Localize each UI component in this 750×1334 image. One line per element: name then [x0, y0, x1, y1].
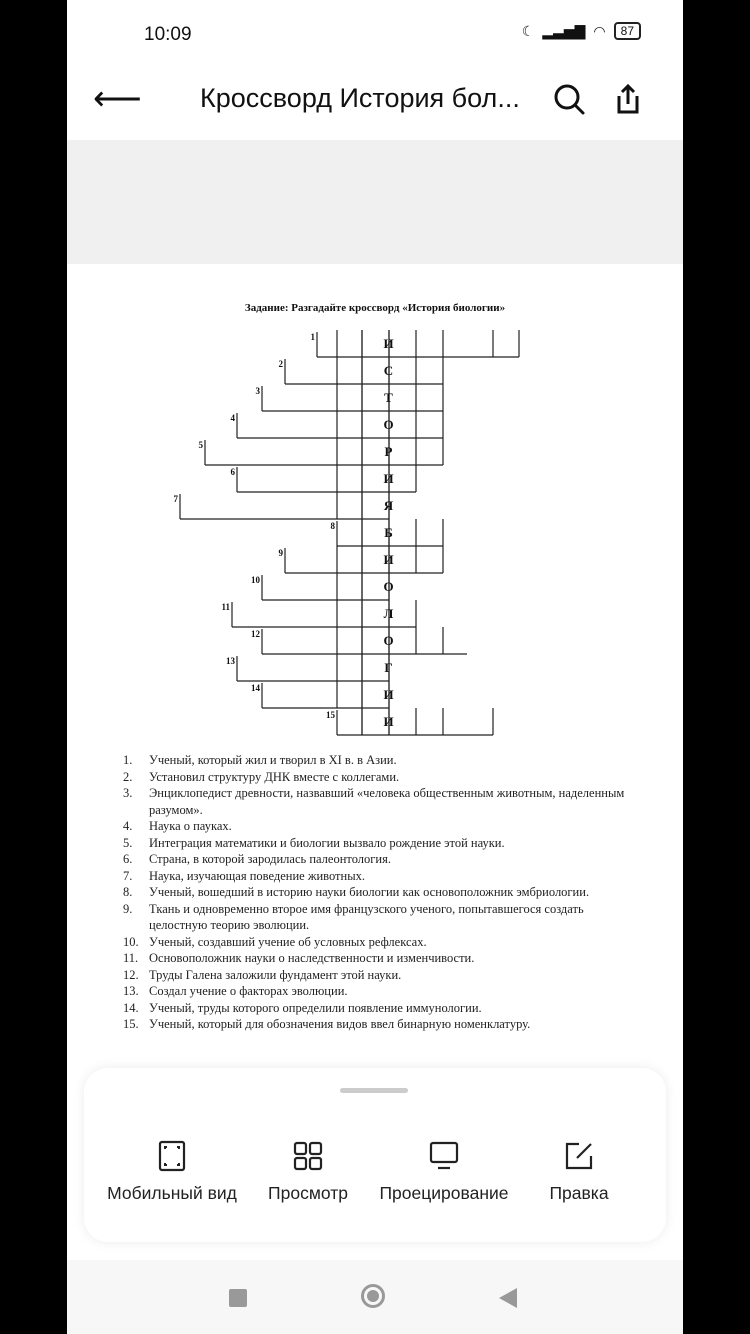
edit-icon — [563, 1140, 595, 1172]
keyword-letter: Г — [384, 660, 393, 675]
clue-text: Энциклопедист древности, назвавший «человека общественным животным, наделенным разумом». — [149, 786, 625, 817]
row-number: 1 — [310, 332, 315, 342]
phone-screen — [67, 0, 683, 1334]
clue-list — [123, 752, 643, 1033]
keyword-letter: И — [383, 714, 394, 729]
clue-item — [123, 835, 643, 852]
keyword-letter: Л — [383, 606, 394, 621]
clue-number: 5. — [123, 835, 133, 850]
keyword-letter: О — [383, 579, 394, 594]
clue-item — [123, 1016, 643, 1033]
clue-text: Основоположник науки о наследственности и изменчивости. — [149, 951, 475, 965]
clue-text: Страна, в которой зародилась палеонтология. — [149, 852, 391, 866]
clue-number: 10. — [123, 934, 139, 949]
mobile-view-label: Мобильный вид — [107, 1183, 237, 1203]
keyword-letter: Б — [384, 525, 393, 540]
clue-number: 9. — [123, 901, 133, 916]
clue-text: Наука о пауках. — [149, 819, 232, 833]
grid-view-icon — [293, 1140, 323, 1172]
clue-number: 2. — [123, 769, 133, 784]
clue-text: Установил структуру ДНК вместе с коллегами. — [149, 769, 400, 784]
clue-item — [123, 983, 643, 1000]
keyword-letter: И — [383, 687, 394, 702]
keyword-letter: И — [383, 552, 394, 567]
status-time: 10:09 — [144, 24, 192, 45]
clue-text: Создал учение о факторах эволюции. — [149, 984, 348, 998]
recents-icon[interactable] — [229, 1289, 247, 1307]
back-arrow-icon[interactable]: ⟵ — [93, 80, 142, 118]
edit-button[interactable] — [509, 1140, 649, 1205]
document-top-gap — [67, 140, 683, 264]
system-nav-bar — [67, 1260, 683, 1334]
status-bar — [67, 0, 683, 70]
clue-text: Ученый, вошедший в историю науки биологии как основоположник эмбриологии. — [149, 885, 590, 899]
clue-text: Ученый, создавший учение об условных рефлексах. — [149, 934, 427, 949]
clue-text: Ученый, который для обозначения видов ввел бинарную номенклатуру. — [149, 1017, 531, 1031]
keyword-letter: Я — [383, 498, 394, 513]
clue-text: Интеграция математики и биологии вызвало рождение этой науки. — [149, 835, 505, 850]
clue-number: 12. — [123, 967, 139, 982]
keyword-letter: Т — [384, 390, 393, 405]
clue-number: 4. — [123, 819, 133, 833]
task-heading: Задание: Разгадайте кроссворд «История биологии» — [244, 302, 506, 314]
row-number: 12 — [251, 629, 260, 639]
app-bar — [67, 70, 683, 140]
clue-text: Ученый, труды которого определили появление иммунологии. — [149, 1000, 482, 1015]
clue-text: Ткань и одновременно второе имя французского ученого, попытавшегося создать целостную теорию эволюции. — [149, 901, 584, 932]
row-number: 4 — [230, 413, 235, 423]
clue-number: 11. — [123, 951, 139, 965]
clue-item — [123, 851, 643, 868]
moon-icon: ☾ — [521, 22, 535, 39]
clue-item — [123, 950, 643, 967]
keyword-letter: И — [383, 471, 394, 486]
preview-label: Просмотр — [268, 1183, 348, 1203]
clue-item — [123, 934, 643, 951]
row-number: 14 — [251, 683, 260, 693]
row-number: 10 — [251, 575, 260, 585]
projection-button[interactable] — [374, 1140, 514, 1205]
row-number: 2 — [278, 359, 283, 369]
projection-label: Проецирование — [379, 1183, 509, 1203]
clue-number: 15. — [123, 1017, 139, 1031]
keyword-letter: О — [383, 417, 394, 432]
clue-number: 3. — [123, 786, 133, 800]
clue-item — [123, 752, 643, 769]
share-icon[interactable] — [611, 82, 645, 118]
wifi-icon: ◠ — [593, 22, 606, 39]
nav-back-icon[interactable] — [499, 1288, 517, 1308]
monitor-icon — [428, 1140, 460, 1172]
keyword-letter: Р — [384, 444, 393, 459]
clue-number: 6. — [123, 852, 133, 866]
clue-item — [123, 769, 643, 786]
mobile-view-icon — [157, 1140, 187, 1172]
mobile-view-button[interactable] — [102, 1140, 242, 1205]
clue-number: 14. — [123, 1000, 139, 1015]
clue-item — [123, 785, 643, 818]
clue-text: Труды Галена заложили фундамент этой науки. — [149, 967, 402, 982]
bottom-action-sheet — [84, 1068, 666, 1242]
preview-button[interactable] — [238, 1140, 378, 1205]
crossword-grid — [67, 264, 683, 744]
document-title: Кроссворд История бол... — [200, 83, 520, 113]
row-number: 11 — [221, 602, 230, 612]
clue-text: Ученый, который жил и творил в XI в. в Азии. — [149, 753, 397, 767]
keyword-letter: О — [383, 633, 394, 648]
clue-number: 13. — [123, 984, 139, 998]
sheet-drag-handle[interactable] — [340, 1088, 408, 1093]
row-number: 6 — [230, 467, 235, 477]
row-number: 3 — [255, 386, 260, 396]
clue-item — [123, 868, 643, 885]
clue-text: Наука, изучающая поведение животных. — [149, 868, 365, 883]
clue-item — [123, 901, 643, 934]
clue-number: 1. — [123, 753, 133, 767]
row-number: 8 — [330, 521, 335, 531]
row-number: 9 — [278, 548, 283, 558]
edit-label: Правка — [549, 1183, 609, 1203]
clue-number: 8. — [123, 885, 133, 899]
keyword-letter: С — [383, 363, 394, 378]
clue-number: 7. — [123, 868, 133, 883]
clue-item — [123, 818, 643, 835]
row-number: 13 — [226, 656, 235, 666]
row-number: 15 — [326, 710, 335, 720]
clue-item — [123, 884, 643, 901]
home-icon[interactable] — [361, 1284, 385, 1308]
status-icons — [522, 22, 641, 40]
row-number: 7 — [173, 494, 178, 504]
row-number: 5 — [198, 440, 203, 450]
signal-icon: ▂▃▅▇ — [542, 22, 586, 39]
keyword-letter: И — [383, 336, 394, 351]
clue-item — [123, 967, 643, 984]
clue-item — [123, 1000, 643, 1017]
search-icon[interactable] — [553, 82, 587, 118]
document-page — [67, 264, 683, 1064]
battery-icon: 87 — [614, 22, 641, 40]
